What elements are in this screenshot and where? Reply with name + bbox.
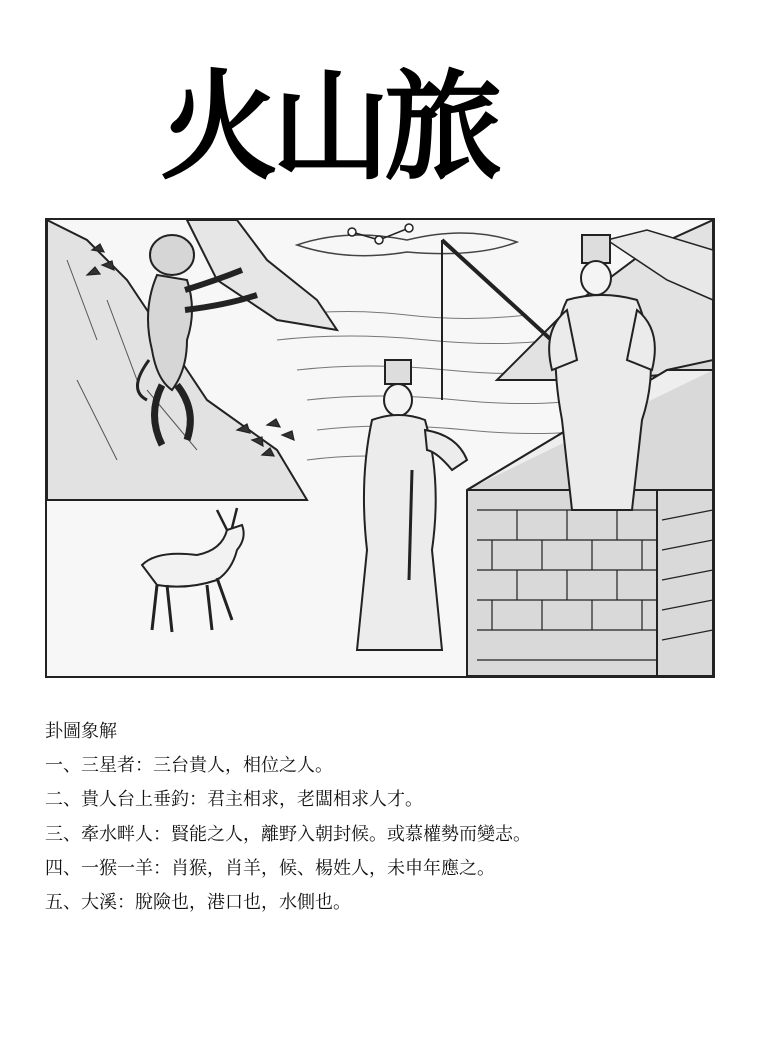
caption-line: 五、大溪：脫險也，港口也，水側也。 [45, 891, 351, 913]
caption-heading: 卦圖象解 [45, 721, 117, 742]
caption [45, 715, 531, 920]
caption-line: 一、三星者：三台貴人，相位之人。 [45, 755, 333, 777]
page-title: 火山旅 [160, 58, 497, 196]
illustration [45, 218, 715, 678]
caption-line: 四、一猴一羊：肖猴，肖羊，候、楊姓人，未申年應之。 [45, 857, 495, 879]
caption-line: 二、貴人台上垂釣：君主相求，老闆相求人才。 [45, 789, 423, 811]
caption-line: 三、牽水畔人：賢能之人，離野入朝封候。或慕權勢而變志。 [45, 823, 531, 845]
